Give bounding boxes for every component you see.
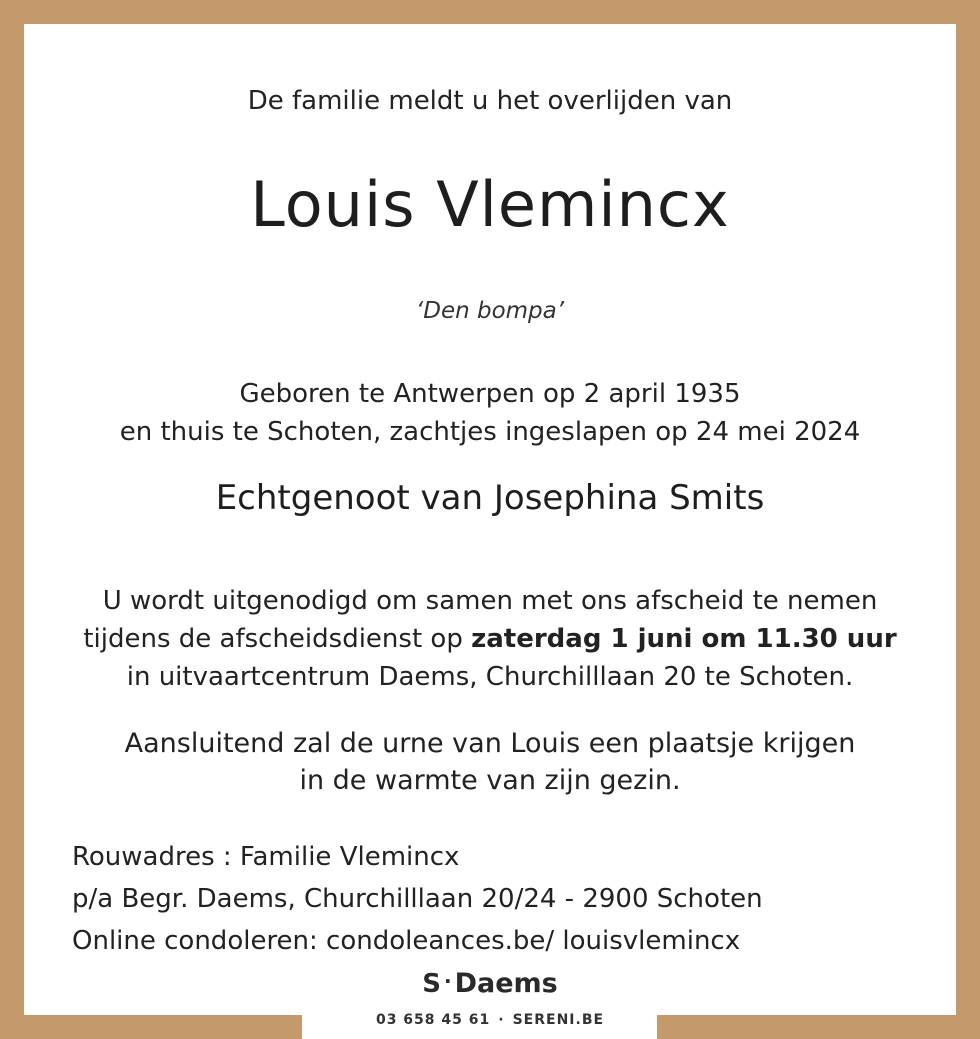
logo-dot: · [443, 969, 452, 993]
phone-number: 03 658 45 61 [375, 1012, 491, 1028]
invitation [0, 582, 980, 696]
invite-line-3: in uitvaartcentrum Daems, Churchilllaan 20 te Schoten. [126, 662, 854, 692]
address-line-1: Rouwadres : Familie Vlemincx [72, 842, 460, 872]
urn-info [0, 725, 980, 799]
spouse-line: Echtgenoot van Josephina Smits [215, 478, 765, 518]
mourning-address [72, 836, 763, 962]
address-line-3: Online condoleren: condoleances.be/ louisvlemincx [72, 926, 741, 956]
nickname: ‘Den bompa’ [415, 298, 565, 324]
born-line-1: Geboren te Antwerpen op 2 april 1935 [239, 379, 741, 409]
urn-line-1: Aansluitend zal de urne van Louis een plaatsje krijgen [124, 728, 856, 759]
contact-separator: · [498, 1012, 505, 1028]
logo-s: S [422, 969, 441, 999]
funeral-home-contact [0, 1012, 980, 1028]
urn-line-2: in de warmte van zijn gezin. [299, 765, 681, 796]
service-datetime: zaterdag 1 juni om 11.30 uur [471, 624, 897, 654]
invite-line-2 [0, 620, 980, 658]
intro-text: De familie meldt u het overlijden van [247, 86, 733, 116]
invite-line-2-text: tijdens de afscheidsdienst op [83, 624, 472, 654]
invite-line-1: U wordt uitgenodigd om samen met ons afscheid te nemen [102, 586, 878, 616]
logo-name: Daems [454, 968, 558, 999]
born-line-2: en thuis te Schoten, zachtjes ingeslapen op 24 mei 2024 [119, 417, 861, 447]
website: SERENI.BE [512, 1012, 605, 1028]
birth-death-info [0, 375, 980, 451]
address-line-2: p/a Begr. Daems, Churchilllaan 20/24 - 2900 Schoten [72, 884, 763, 914]
deceased-name: Louis Vlemincx [250, 168, 730, 241]
funeral-home-logo [0, 968, 980, 999]
